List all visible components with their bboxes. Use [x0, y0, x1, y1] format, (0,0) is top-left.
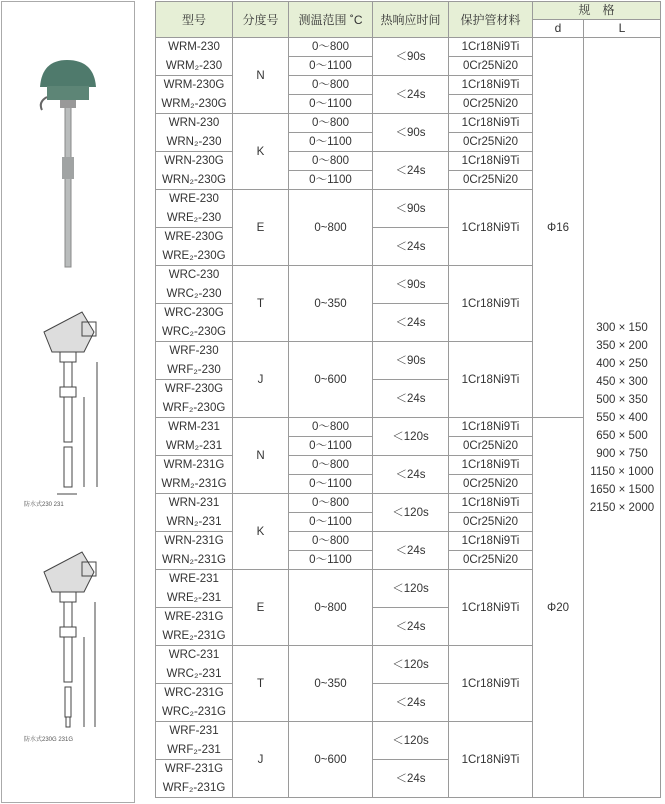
model-name: WRM₂-230: [165, 59, 223, 72]
L-cell: [584, 38, 661, 798]
material-cell: 1Cr18Ni9Ti: [449, 76, 533, 95]
response-cell: ＜90s: [373, 114, 449, 152]
header-response: 热响应时间: [373, 2, 449, 38]
model-cell: [156, 608, 233, 646]
model-cell: [156, 722, 233, 760]
model-name: WRC₂-230G: [162, 325, 226, 338]
response-cell: ＜24s: [373, 456, 449, 494]
model-name: WRN-231: [168, 497, 220, 509]
model-name: WRN-230G: [164, 155, 224, 167]
material-cell: 1Cr18Ni9Ti: [449, 152, 533, 171]
grade-cell: T: [233, 266, 289, 342]
model-name: WRE-231G: [164, 611, 224, 623]
material-cell: 1Cr18Ni9Ti: [449, 646, 533, 722]
header-range: 测温范围 ˚C: [289, 2, 373, 38]
L-value: 400 × 250: [596, 357, 648, 370]
range-cell: 0～1100: [289, 171, 373, 190]
range-cell: 0～800: [289, 532, 373, 551]
material-cell: 0Cr25Ni20: [449, 133, 533, 152]
L-value: 300 × 150: [596, 321, 648, 334]
material-cell: 1Cr18Ni9Ti: [449, 342, 533, 418]
material-cell: 0Cr25Ni20: [449, 551, 533, 570]
range-cell: 0~600: [289, 342, 373, 418]
response-cell: ＜120s: [373, 418, 449, 456]
model-cell: [156, 114, 233, 152]
model-name: WRC₂-231G: [162, 705, 226, 718]
model-cell: [156, 228, 233, 266]
material-cell: 1Cr18Ni9Ti: [449, 38, 533, 57]
range-cell: 0～1100: [289, 437, 373, 456]
response-cell: ＜24s: [373, 608, 449, 646]
model-name: WRF-231: [169, 725, 219, 737]
model-cell: [156, 266, 233, 304]
model-name: WRE₂-231: [166, 591, 222, 604]
range-cell: 0～1100: [289, 57, 373, 76]
model-name: WRE-230G: [164, 231, 224, 243]
range-cell: 0~350: [289, 646, 373, 722]
L-value: 1650 × 1500: [589, 483, 655, 496]
grade-cell: J: [233, 722, 289, 798]
grade-cell: K: [233, 494, 289, 570]
model-name: WRF-230: [169, 345, 219, 357]
L-value: 450 × 300: [596, 375, 648, 388]
thermocouple-drawing-230g: [2, 532, 134, 752]
d-cell: Φ20: [533, 418, 584, 798]
header-L: L: [584, 20, 661, 38]
model-name: WRN₂-231G: [162, 553, 226, 566]
table-row: [156, 38, 661, 57]
material-cell: 1Cr18Ni9Ti: [449, 114, 533, 133]
response-cell: ＜24s: [373, 76, 449, 114]
grade-cell: K: [233, 114, 289, 190]
model-name: WRC₂-231: [166, 667, 222, 680]
range-cell: 0～800: [289, 152, 373, 171]
model-name: WRM-231: [168, 421, 220, 433]
response-cell: ＜120s: [373, 494, 449, 532]
L-value: 900 × 750: [596, 447, 648, 460]
range-cell: 0～800: [289, 494, 373, 513]
L-value: 1150 × 1000: [590, 465, 654, 478]
product-images-panel: [1, 1, 135, 803]
response-cell: ＜120s: [373, 722, 449, 760]
material-cell: 1Cr18Ni9Ti: [449, 570, 533, 646]
range-cell: 0～1100: [289, 133, 373, 152]
range-cell: 0～1100: [289, 513, 373, 532]
model-name: WRN-231G: [164, 535, 224, 547]
range-cell: 0～800: [289, 456, 373, 475]
header-model: 型号: [156, 2, 233, 38]
thermocouple-photo: [2, 2, 134, 282]
response-cell: ＜90s: [373, 266, 449, 304]
model-cell: [156, 38, 233, 76]
caption-230: 防水式230 231: [24, 502, 64, 508]
L-value: 550 × 400: [596, 411, 648, 424]
model-name: WRF₂-231: [167, 743, 221, 756]
header-spec: 规 格: [533, 2, 661, 20]
model-name: WRE₂-231G: [162, 629, 226, 642]
response-cell: ＜120s: [373, 646, 449, 684]
model-cell: [156, 760, 233, 798]
response-cell: ＜24s: [373, 760, 449, 798]
thermocouple-drawing-230: [2, 292, 134, 512]
L-value: 500 × 350: [596, 393, 648, 406]
response-cell: ＜90s: [373, 190, 449, 228]
model-name: WRE-231: [169, 573, 219, 585]
material-cell: 1Cr18Ni9Ti: [449, 266, 533, 342]
range-cell: 0~600: [289, 722, 373, 798]
range-cell: 0～1100: [289, 475, 373, 494]
model-name: WRE₂-230: [166, 211, 222, 224]
model-cell: [156, 532, 233, 570]
L-value: 650 × 500: [596, 429, 648, 442]
material-cell: 0Cr25Ni20: [449, 437, 533, 456]
model-cell: [156, 646, 233, 684]
model-cell: [156, 456, 233, 494]
grade-cell: T: [233, 646, 289, 722]
material-cell: 1Cr18Ni9Ti: [449, 418, 533, 437]
range-cell: 0～800: [289, 114, 373, 133]
model-cell: [156, 190, 233, 228]
model-name: WRN₂-231: [166, 515, 222, 528]
response-cell: ＜24s: [373, 380, 449, 418]
model-name: WRM-230G: [163, 79, 225, 91]
grade-cell: E: [233, 570, 289, 646]
range-cell: 0~800: [289, 570, 373, 646]
header-d: d: [533, 20, 584, 38]
model-name: WRN-230: [168, 117, 220, 129]
model-name: WRE₂-230G: [162, 249, 226, 262]
header-material: 保护管材料: [449, 2, 533, 38]
range-cell: 0～1100: [289, 95, 373, 114]
caption-230g: 防水式230G 231G: [24, 737, 74, 743]
model-name: WRM₂-231: [165, 439, 223, 452]
material-cell: 0Cr25Ni20: [449, 171, 533, 190]
model-cell: [156, 304, 233, 342]
response-cell: ＜90s: [373, 38, 449, 76]
range-cell: 0～800: [289, 76, 373, 95]
model-name: WRC-230: [168, 269, 220, 281]
d-cell: Φ16: [533, 38, 584, 418]
model-name: WRF₂-231G: [162, 781, 226, 794]
model-cell: [156, 418, 233, 456]
model-cell: [156, 342, 233, 380]
model-name: WRC-231: [168, 649, 220, 661]
model-name: WRF-231G: [164, 763, 224, 775]
model-name: WRM₂-231G: [161, 477, 227, 490]
range-cell: 0～800: [289, 418, 373, 437]
range-cell: 0～800: [289, 38, 373, 57]
model-cell: [156, 494, 233, 532]
response-cell: ＜24s: [373, 228, 449, 266]
response-cell: ＜24s: [373, 304, 449, 342]
spec-table: [155, 1, 661, 798]
material-cell: 0Cr25Ni20: [449, 475, 533, 494]
model-name: WRC₂-230: [166, 287, 222, 300]
model-name: WRN₂-230: [166, 135, 222, 148]
model-name: WRC-231G: [164, 687, 224, 699]
material-cell: 1Cr18Ni9Ti: [449, 532, 533, 551]
range-cell: 0~800: [289, 190, 373, 266]
grade-cell: N: [233, 418, 289, 494]
model-name: WRM₂-230G: [161, 97, 227, 110]
model-cell: [156, 380, 233, 418]
model-cell: [156, 76, 233, 114]
model-name: WRF₂-230: [167, 363, 221, 376]
range-cell: 0～1100: [289, 551, 373, 570]
response-cell: ＜120s: [373, 570, 449, 608]
response-cell: ＜24s: [373, 684, 449, 722]
model-name: WRM-230: [168, 41, 220, 53]
material-cell: 1Cr18Ni9Ti: [449, 494, 533, 513]
model-name: WRN₂-230G: [162, 173, 226, 186]
material-cell: 0Cr25Ni20: [449, 513, 533, 532]
model-cell: [156, 684, 233, 722]
header-grade: 分度号: [233, 2, 289, 38]
model-name: WRF-230G: [164, 383, 224, 395]
model-cell: [156, 570, 233, 608]
material-cell: 1Cr18Ni9Ti: [449, 190, 533, 266]
range-cell: 0~350: [289, 266, 373, 342]
model-name: WRC-230G: [164, 307, 224, 319]
material-cell: 0Cr25Ni20: [449, 57, 533, 76]
response-cell: ＜90s: [373, 342, 449, 380]
grade-cell: N: [233, 38, 289, 114]
model-name: WRE-230: [169, 193, 219, 205]
response-cell: ＜24s: [373, 532, 449, 570]
material-cell: 1Cr18Ni9Ti: [449, 722, 533, 798]
material-cell: 1Cr18Ni9Ti: [449, 456, 533, 475]
model-name: WRM-231G: [163, 459, 225, 471]
model-cell: [156, 152, 233, 190]
material-cell: 0Cr25Ni20: [449, 95, 533, 114]
L-value: 350 × 200: [596, 339, 648, 352]
grade-cell: J: [233, 342, 289, 418]
model-name: WRF₂-230G: [162, 401, 226, 414]
grade-cell: E: [233, 190, 289, 266]
L-value: 2150 × 2000: [589, 501, 655, 514]
response-cell: ＜24s: [373, 152, 449, 190]
